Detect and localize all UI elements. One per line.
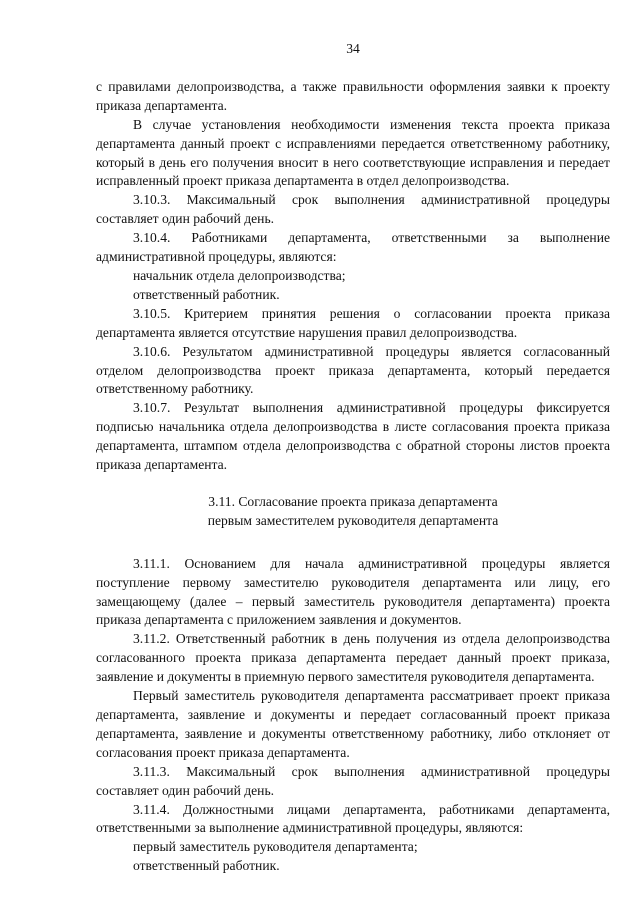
paragraph-3-10-7: 3.10.7. Результат выполнения административной процедуры фиксируется подписью начальника отдела делопроизводства в листе согласования проекта приказа департамента, штампом отдела делопроизводства с обратной стороны листов проекта приказа департамента. [96, 400, 610, 473]
list-item: первый заместитель руководителя департамента; [133, 839, 418, 855]
paragraph-first-deputy-review: Первый заместитель руководителя департамента рассматривает проект приказа департамента, заявление и документы и передает согласованный проект приказа департамента, заявление и документы ответственному работнику, либо отклоняет от согласования проект приказа департамента. [96, 688, 610, 760]
paragraph-3-11-4: 3.11.4. Должностными лицами департамента, работниками департамента, ответственными за выполнение административной процедуры, являются: [96, 801, 610, 836]
section-heading-line-2: первым заместителем руководителя департамента [207, 512, 499, 528]
paragraph-3-11-1: 3.11.1. Основанием для начала административной процедуры является поступление первому заместителю руководителя департамента или лицу, его замещающему (далее – первый заместитель руководителя департамента) проекта приказа департамента с приложением заявления и документов. [96, 555, 610, 628]
list-item: ответственный работник. [133, 286, 280, 302]
list-item: начальник отдела делопроизводства; [133, 267, 346, 283]
section-heading [96, 493, 610, 531]
paragraph-3-10-6: 3.10.6. Результатом административной процедуры является согласованный отделом делопроизводства проект приказа департамента, который передается ответственному работнику. [96, 343, 610, 397]
paragraph-3-10-4: 3.10.4. Работниками департамента, ответственными за выполнение административной процедуры, являются: [96, 230, 610, 265]
paragraph-3-10-3: 3.10.3. Максимальный срок выполнения административной процедуры составляет один рабочий день. [96, 192, 610, 227]
paragraph-3-10-5: 3.10.5. Критерием принятия решения о согласовании проекта приказа департамента является отсутствие нарушения правил делопроизводства. [96, 305, 610, 340]
paragraph-corrections: В случае установления необходимости изменения текста проекта приказа департамента данный проект с исправлениями передается ответственному работнику, который в день его получения вносит в него соответствующие исправления и передает исправленный проект приказа департамента в отдел делопроизводства. [96, 116, 610, 189]
paragraph-3-11-2: 3.11.2. Ответственный работник в день получения из отдела делопроизводства согласованного проекта приказа департамента передает данный проект приказа, заявление и документы в приемную первого заместителя руководителя департамента. [96, 631, 610, 685]
page-number: 34 [346, 41, 360, 56]
paragraph-3-11-3: 3.11.3. Максимальный срок выполнения административной процедуры составляет один рабочий день. [96, 763, 610, 798]
section-heading-line-1: 3.11. Согласование проекта приказа департамента [208, 493, 498, 509]
list-item: ответственный работник. [133, 858, 280, 874]
paragraph-continuation: с правилами делопроизводства, а также правильности оформления заявки к проекту приказа департамента. [96, 78, 610, 113]
